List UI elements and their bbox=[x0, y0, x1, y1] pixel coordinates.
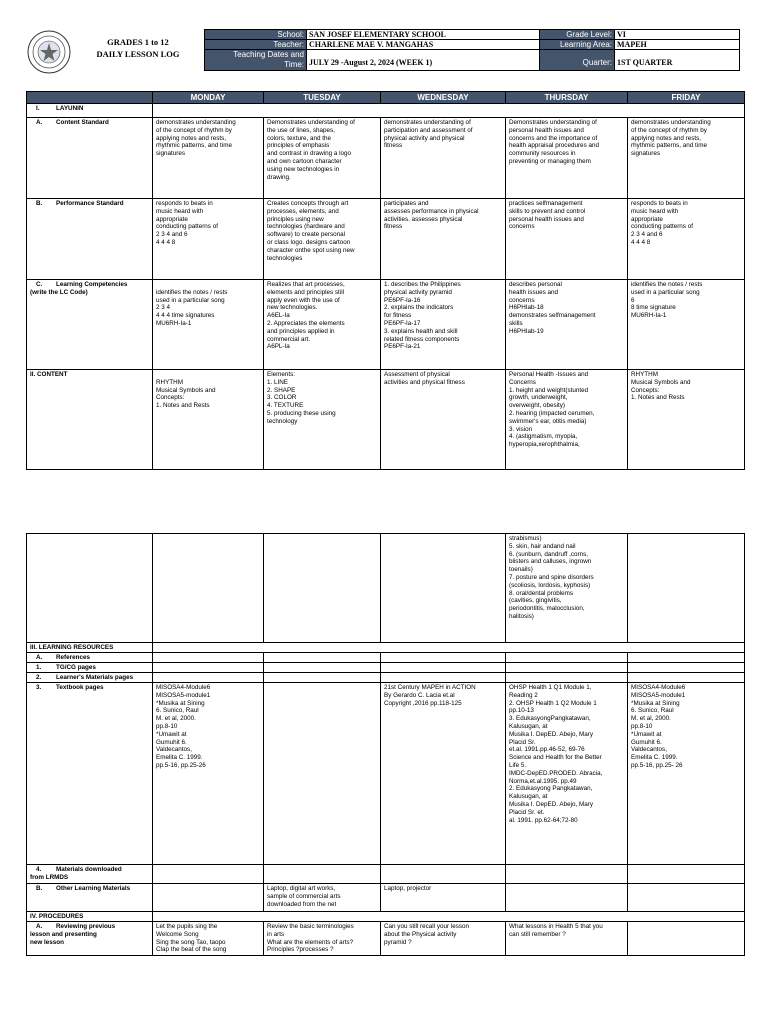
cell-content-standard-wednesday: demonstrates understanding of participation and assessment of physical activity and physical fitness bbox=[381, 118, 506, 199]
competencies-label bbox=[27, 280, 153, 370]
layunin-label bbox=[27, 104, 153, 118]
table-row bbox=[27, 534, 745, 643]
row-label: TG/CG pages bbox=[56, 664, 96, 671]
table-row bbox=[27, 663, 745, 673]
cell bbox=[628, 663, 745, 673]
teacher-label: Teacher: bbox=[205, 40, 307, 50]
area-label: Learning Area: bbox=[540, 40, 615, 50]
corner-header bbox=[27, 92, 153, 104]
cell-content-standard-tuesday: Demonstrates understanding of the use of lines, shapes, colors, texture, and the principles of emphasis and contrast in drawing a logo and own cartoon character using new technologies in drawing. bbox=[264, 118, 381, 199]
cell-textbook-monday: MISOSA4-Module6 MISOSA5-module1 *Musika at Sining 6. Sunico, Raul M. et al, 2000. pp.8-10 *Umawit at Gumuhit 6. Valdecantos, Emelita C. 1999. pp.5-16, pp.25-26 bbox=[153, 683, 264, 865]
day-header-friday: FRIDAY bbox=[628, 92, 745, 104]
day-header-tuesday: TUESDAY bbox=[264, 92, 381, 104]
table-row bbox=[27, 673, 745, 683]
resources-cell bbox=[153, 643, 745, 653]
cell-content-standard-monday: demonstrates understanding of the concept of rhythm by applying notes and rests, rhythmic patterns, and time signatures bbox=[153, 118, 264, 199]
cell-content-cont-wednesday bbox=[381, 534, 506, 643]
cell-reviewing-monday: Let the pupils sing the Welcome Song Sing the song Tao, taopo Clap the beat of the song bbox=[153, 922, 264, 956]
content-continued-label bbox=[27, 534, 153, 643]
cell-content-thursday: Personal Health -Issues and Concerns 1. height and weight(stunted growth, underweight, overweight, obesity) 2. hearing (impacted cerumen, swimmer's ear, otitis media) 3. vision 4. (astigmatism, myopia, hyperopia,xerophthalmia, bbox=[506, 370, 628, 470]
cell-content-wednesday: Assessment of physical activities and physical fitness bbox=[381, 370, 506, 470]
info-table bbox=[204, 29, 740, 71]
row-number: B. bbox=[36, 200, 43, 207]
quarter-label: Quarter: bbox=[540, 50, 615, 71]
school-label: School: bbox=[205, 30, 307, 40]
cell bbox=[506, 653, 628, 663]
row-label: References bbox=[56, 654, 90, 661]
cell-content-friday: RHYTHM Musical Symbols and Concepts: 1. Notes and Rests bbox=[628, 370, 745, 470]
row-label: LAYUNIN bbox=[56, 105, 84, 112]
cell bbox=[506, 865, 628, 884]
procedures-cell bbox=[153, 912, 745, 922]
cell bbox=[153, 653, 264, 663]
textbook-pages-label bbox=[27, 683, 153, 865]
cell-textbook-wednesday: 21st Century MAPEH in ACTION By Gerardo C. Lacia et.al Copyright ,2016 pp.118-125 bbox=[381, 683, 506, 865]
cell bbox=[628, 653, 745, 663]
cell bbox=[153, 673, 264, 683]
reviewing-label bbox=[27, 922, 153, 956]
day-header-monday: MONDAY bbox=[153, 92, 264, 104]
dates-value: JULY 29 -August 2, 2024 (WEEK 1) bbox=[307, 50, 540, 71]
cell-performance-tuesday: Creates concepts through art processes, elements, and principles using new technologies (hardware and software) to create personal or class logo. designs cartoon character onthe spot using new technologies bbox=[264, 199, 381, 280]
table-row bbox=[27, 643, 745, 653]
grade-label: Grade Level: bbox=[540, 30, 615, 40]
table-row bbox=[27, 370, 745, 470]
row-number: I. bbox=[36, 105, 40, 112]
cell-content-standard-thursday: Demonstrates understanding of personal health issues and concerns and the importance of health appraisal procedures and community resources in preventing or managing them bbox=[506, 118, 628, 199]
content-label: II. CONTENT bbox=[27, 370, 153, 470]
cell-performance-thursday: practices selfmanagement skills to prevent and control personal health issues and concerns bbox=[506, 199, 628, 280]
cell-textbook-tuesday bbox=[264, 683, 381, 865]
resources-label: III. LEARNING RESOURCES bbox=[27, 643, 153, 653]
dates-label bbox=[205, 50, 307, 71]
lesson-log-table-1 bbox=[26, 91, 745, 470]
table-row bbox=[27, 922, 745, 956]
area-value: MAPEH bbox=[615, 40, 740, 50]
table-row bbox=[27, 683, 745, 865]
cell bbox=[381, 653, 506, 663]
cell-content-standard-friday: demonstrates understanding of the concept of rhythm by applying notes and rests, rhythmic patterns, and time signatures bbox=[628, 118, 745, 199]
row-number: 1. bbox=[36, 664, 42, 671]
row-number: 3. bbox=[36, 684, 42, 691]
deped-seal-icon bbox=[27, 30, 71, 74]
row-label: Performance Standard bbox=[56, 200, 124, 207]
cell-reviewing-tuesday: Review the basic terminologies in arts What are the elements of arts? Principles ?processes ? bbox=[264, 922, 381, 956]
day-header-thursday: THURSDAY bbox=[506, 92, 628, 104]
cell-competencies-tuesday: Realizes that art processes, elements and principles still apply even with the use of new technologies. A6EL-Ia 2. Appreciates the elements and principles applied in commercial art. A6PL-Ia bbox=[264, 280, 381, 370]
cell bbox=[153, 865, 264, 884]
cell bbox=[506, 663, 628, 673]
cell-textbook-friday: MISOSA4-Module6 MISOSA5-module1 *Musika at Sining 6. Sunico, Raul M. et al, 2000. pp.8-10 *Umawit at Gumuhit 6. Valdecantos, Emelita C. 1999. pp.5-16, pp.25- 26 bbox=[628, 683, 745, 865]
cell bbox=[264, 653, 381, 663]
grade-value: VI bbox=[615, 30, 740, 40]
references-label bbox=[27, 653, 153, 663]
cell-performance-wednesday: participates and assesses performance in physical activities. assesses physical fitness bbox=[381, 199, 506, 280]
cell-reviewing-friday bbox=[628, 922, 745, 956]
row-label: Materials downloaded from LRMDS bbox=[30, 866, 122, 881]
cell-competencies-thursday: describes personal health issues and concerns H6PHIab-18 demonstrates selfmanagement skills H6PHIab-19 bbox=[506, 280, 628, 370]
table-row bbox=[27, 912, 745, 922]
cell-competencies-wednesday: 1. describes the Philippines physical activity pyramid PE6PF-Ia-16 2. explains the indicators for fitness PE6PF-Ia-17 3. explains health and skill related fitness components PE6PF-Ia-21 bbox=[381, 280, 506, 370]
cell-other-wednesday: Laptop, projector bbox=[381, 884, 506, 912]
cell bbox=[381, 663, 506, 673]
layunin-cell bbox=[153, 104, 745, 118]
cell-other-monday bbox=[153, 884, 264, 912]
row-number: A. bbox=[36, 654, 43, 661]
cell-content-cont-tuesday bbox=[264, 534, 381, 643]
cell bbox=[628, 865, 745, 884]
cell-content-monday: RHYTHM Musical Symbols and Concepts: 1. Notes and Rests bbox=[153, 370, 264, 470]
cell-reviewing-wednesday: Can you still recall your lesson about the Physical activity pyramid ? bbox=[381, 922, 506, 956]
cell-content-cont-monday bbox=[153, 534, 264, 643]
cell-other-friday bbox=[628, 884, 745, 912]
row-number: A. bbox=[36, 119, 43, 126]
row-label: Textbook pages bbox=[56, 684, 104, 691]
cell-content-cont-thursday: strabismus) 5. skin, hair andand nail 6. (sunburn, dandruff ,corns, blisters and calluses, ingrown toenails) 7. posture and spine disorders (scoliosis, lordosis, kyphosis) 8. oral/dental problems (cavities, gingivitis, periodontitis, malocclusion, halitosis) bbox=[506, 534, 628, 643]
table-row bbox=[27, 884, 745, 912]
table-row bbox=[27, 280, 745, 370]
cell bbox=[264, 663, 381, 673]
procedures-label: IV. PROCEDURES bbox=[27, 912, 153, 922]
log-title-line2: DAILY LESSON LOG bbox=[96, 49, 180, 59]
table-row bbox=[27, 653, 745, 663]
cell bbox=[381, 673, 506, 683]
cell bbox=[264, 865, 381, 884]
row-number: 4. bbox=[36, 866, 42, 873]
lesson-log-table-2 bbox=[26, 533, 745, 956]
row-label: Learner's Materials pages bbox=[56, 674, 134, 681]
content-standard-label bbox=[27, 118, 153, 199]
row-number: A. bbox=[36, 923, 43, 930]
day-header-wednesday: WEDNESDAY bbox=[381, 92, 506, 104]
cell-competencies-monday: identifies the notes / rests used in a particular song 2 3 4 4 4 4 time signatures MU6RH-Ia-1 bbox=[153, 280, 264, 370]
table-row bbox=[27, 118, 745, 199]
row-number: B. bbox=[36, 885, 43, 892]
cell bbox=[264, 673, 381, 683]
row-number: 2. bbox=[36, 674, 42, 681]
other-materials-label bbox=[27, 884, 153, 912]
table-row bbox=[27, 104, 745, 118]
lm-pages-label bbox=[27, 673, 153, 683]
cell bbox=[628, 673, 745, 683]
performance-standard-label bbox=[27, 199, 153, 280]
cell-content-cont-friday bbox=[628, 534, 745, 643]
cell bbox=[381, 865, 506, 884]
cell-other-tuesday: Laptop, digital art works, sample of commercial arts downloaded from the net bbox=[264, 884, 381, 912]
table-row bbox=[27, 199, 745, 280]
cell bbox=[506, 673, 628, 683]
school-value: SAN JOSEF ELEMENTARY SCHOOL bbox=[307, 30, 540, 40]
row-label: Learning Competencies (write the LC Code) bbox=[30, 281, 128, 296]
cell-performance-monday: responds to beats in music heard with appropriate conducting patterns of 2 3 4 and 6 4 4 4 8 bbox=[153, 199, 264, 280]
teacher-value: CHARLENE MAE V. MANGAHAS bbox=[307, 40, 540, 50]
dates-label-1: Teaching Dates and bbox=[233, 50, 304, 59]
row-label: Content Standard bbox=[56, 119, 109, 126]
log-title-line1: GRADES 1 to 12 bbox=[107, 37, 169, 47]
row-label: Other Learning Materials bbox=[56, 885, 131, 892]
cell-textbook-thursday: OHSP Health 1 Q1 Module 1, Reading 2 2. OHSP Health 1 Q2 Module 1 pp.10-13 3. EdukasyongPangkatawan, Kalusugan, at Musika I. DepED. Abejo, Mary Placid Sr. et.al. 1991.pp.46-52, 69-76 Science and Health for the Better Life 5. IMDC-DepED.PRODED. Abracia, Norma,et.al.1995. pp.49 2. Edukasyong Pangkatawan, Kalusugan, at Musika I. DepED. Abejo, Mary Placid Sr. et. al. 1991. pp.62-64;72-80 bbox=[506, 683, 628, 865]
row-number: C. bbox=[36, 281, 43, 288]
cell-content-tuesday: Elements: 1. LINE 2. SHAPE 3. COLOR 4. TEXTURE 5. producing these using technology bbox=[264, 370, 381, 470]
table-row bbox=[27, 865, 745, 884]
dates-label-2: Time: bbox=[284, 60, 304, 69]
cell-performance-friday: responds to beats in music heard with appropriate conducting patterns of 2 3 4 and 6 4 4 4 8 bbox=[628, 199, 745, 280]
cell-reviewing-thursday: What lessons in Health 5 that you can still remember ? bbox=[506, 922, 628, 956]
tg-pages-label bbox=[27, 663, 153, 673]
row-label: Reviewing previous lesson and presenting new lesson bbox=[30, 923, 116, 946]
lrmds-label bbox=[27, 865, 153, 884]
cell bbox=[153, 663, 264, 673]
cell-competencies-friday: identifies the notes / rests used in a particular song 6 8 time signature MU6RH-Ia-1 bbox=[628, 280, 745, 370]
cell-other-thursday bbox=[506, 884, 628, 912]
quarter-value: 1ST QUARTER bbox=[615, 50, 740, 71]
